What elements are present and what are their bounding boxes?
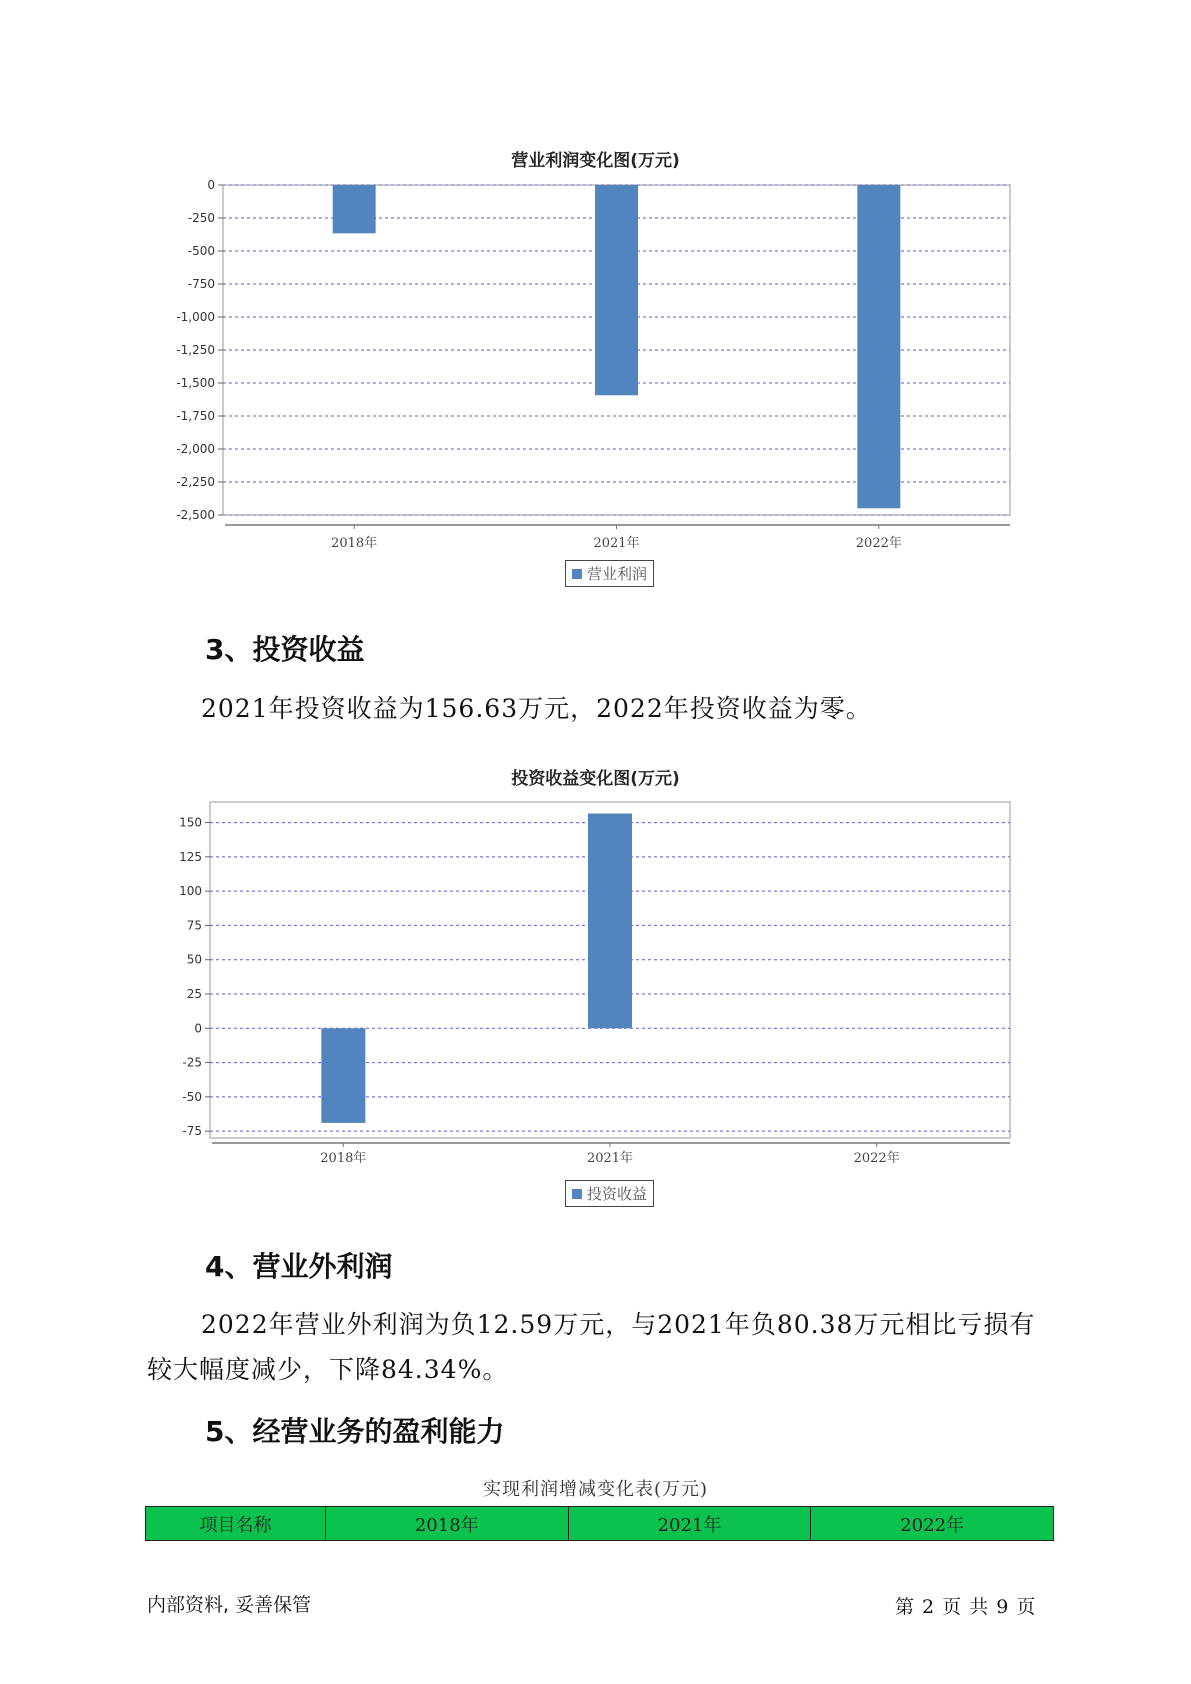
y-tick-label: 75 <box>186 918 202 933</box>
x-tick-label: 2021年 <box>586 1151 634 1166</box>
legend-operating-profit <box>565 560 654 587</box>
y-tick-label: -250 <box>187 211 215 225</box>
table-header-cell: 2022年 <box>811 1507 1054 1541</box>
table-caption: 实现利润增减变化表(万元) <box>482 1479 709 1500</box>
y-tick-label: 25 <box>186 987 202 1001</box>
x-tick-label: 2021年 <box>593 536 640 551</box>
bar <box>321 1028 365 1123</box>
y-tick-label: 150 <box>179 815 202 830</box>
investment-income-chart <box>0 790 1191 1190</box>
section-heading-non-operating-profit: 4、营业外利润 <box>205 1250 393 1283</box>
table-header-cell: 2018年 <box>325 1507 568 1541</box>
profit-change-table <box>145 1506 1054 1541</box>
footer-page-number: 第 2 页 共 9 页 <box>895 1596 1037 1618</box>
table-header-cell: 2021年 <box>568 1507 811 1541</box>
y-tick-label: -1,500 <box>176 376 215 390</box>
section-heading-profitability: 5、经营业务的盈利能力 <box>205 1415 505 1448</box>
y-tick-label: 0 <box>207 178 215 192</box>
section-heading-investment-income: 3、投资收益 <box>205 633 365 666</box>
y-tick-label: -75 <box>182 1124 202 1139</box>
operating-profit-chart <box>0 170 1191 570</box>
bar <box>857 185 900 508</box>
x-tick-label: 2018年 <box>320 1151 367 1166</box>
x-tick-label: 2022年 <box>853 1151 900 1166</box>
y-tick-label: -750 <box>187 277 215 291</box>
chart-title-operating-profit: 营业利润变化图(万元) <box>511 151 680 171</box>
y-tick-label: -25 <box>182 1055 202 1070</box>
x-tick-label: 2022年 <box>855 536 902 551</box>
y-tick-label: -500 <box>187 244 215 258</box>
y-tick-label: 100 <box>179 884 202 899</box>
paragraph-investment-income: 2021年投资收益为156.63万元，2022年投资收益为零。 <box>201 694 872 723</box>
legend-swatch <box>572 569 582 579</box>
y-tick-label: -1,250 <box>176 343 215 357</box>
table-header-row <box>146 1507 1054 1541</box>
table-header-cell: 项目名称 <box>146 1507 326 1541</box>
x-tick-label: 2018年 <box>331 536 378 551</box>
y-tick-label: -50 <box>182 1089 202 1104</box>
y-tick-label: -2,000 <box>176 442 215 456</box>
y-tick-label: 50 <box>186 952 202 967</box>
y-tick-label: -1,000 <box>176 310 215 324</box>
legend-label: 投资收益 <box>587 1185 648 1203</box>
chart-title-investment-income: 投资收益变化图(万元) <box>511 769 680 789</box>
footer-confidential-note: 内部资料, 妥善保管 <box>147 1594 312 1616</box>
y-tick-label: -1,750 <box>176 409 215 423</box>
legend-investment-income <box>565 1180 654 1207</box>
y-tick-label: -2,500 <box>176 508 215 522</box>
bar <box>595 185 638 395</box>
paragraph-non-operating-profit: 2022年营业外利润为负12.59万元，与2021年负80.38万元相比亏损有较大幅度减少，下降84.34%。 <box>147 1310 1036 1384</box>
legend-label: 营业利润 <box>587 565 648 583</box>
legend-swatch <box>572 1189 582 1199</box>
y-tick-label: 125 <box>179 849 202 864</box>
y-tick-label: 0 <box>194 1021 202 1036</box>
bar <box>333 185 376 233</box>
y-tick-label: -2,250 <box>176 475 215 489</box>
bar <box>588 813 632 1028</box>
